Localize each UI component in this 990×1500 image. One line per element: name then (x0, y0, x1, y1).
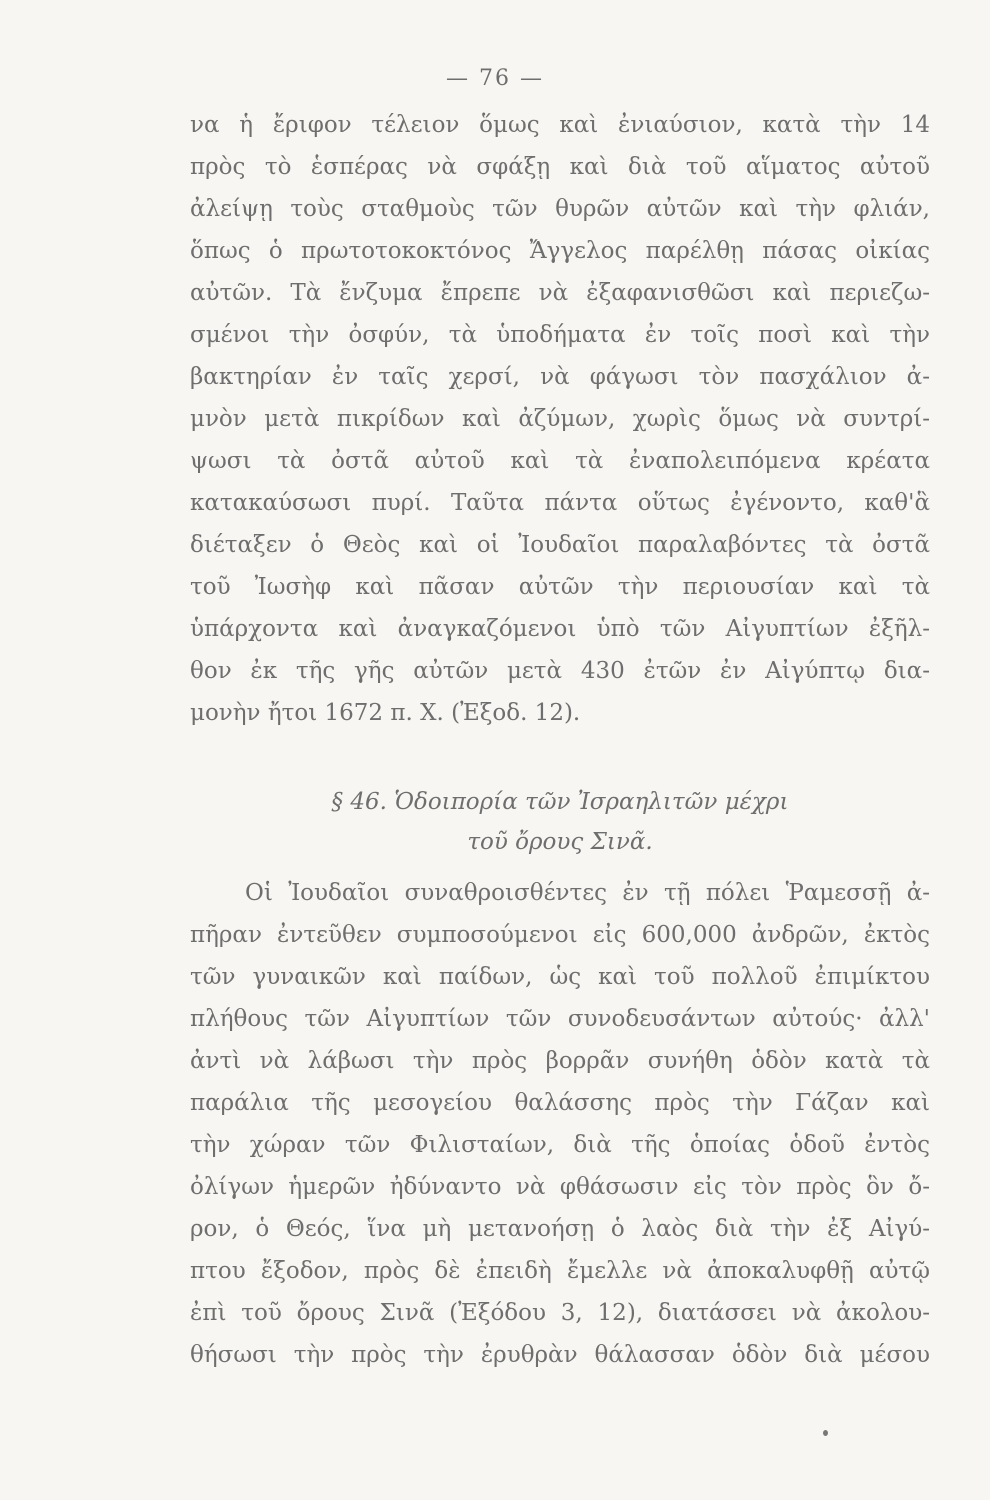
text-line: πτου ἔξοδον, πρὸς δὲ ἐπειδὴ ἔμελλε νὰ ἀποκαλυφθῇ αὐτῷ (190, 1258, 930, 1284)
text-line: θον ἐκ τῆς γῆς αὐτῶν μετὰ 430 ἐτῶν ἐν Αἰγύπτῳ δια- (190, 658, 930, 684)
text-line: ὅπως ὁ πρωτοτοκοκτόνος Ἄγγελος παρέλθῃ πάσας οἰκίας (190, 238, 930, 264)
text-line: κατακαύσωσι πυρί. Ταῦτα πάντα οὕτως ἐγένοντο, καθ'ἃ (190, 490, 930, 516)
text-line: παράλια τῆς μεσογείου θαλάσσης πρὸς τὴν Γάζαν καὶ (190, 1090, 930, 1116)
text-line: σμένοι τὴν ὀσφύν, τὰ ὑποδήματα ἐν τοῖς ποσὶ καὶ τὴν (190, 322, 930, 348)
text-line: διέταξεν ὁ Θεὸς καὶ οἱ Ἰουδαῖοι παραλαβόντες τὰ ὀστᾶ (190, 532, 930, 558)
section-heading-line: § 46. Ὁδοιπορία τῶν Ἰσραηλιτῶν μέχρι (331, 789, 789, 815)
text-line: ὀλίγων ἡμερῶν ἠδύναντο νὰ φθάσωσιν εἰς τὸν πρὸς ὃν ὄ- (190, 1174, 930, 1200)
section-heading (190, 782, 930, 862)
text-line: μονὴν ἤτοι 1672 π. Χ. (Ἐξοδ. 12). (190, 700, 581, 726)
text-line: βακτηρίαν ἐν ταῖς χερσί, νὰ φάγωσι τὸν πασχάλιον ἀ- (190, 364, 930, 390)
text-line: πῆραν ἐντεῦθεν συμποσούμενοι εἰς 600,000 ἀνδρῶν, ἐκτὸς (190, 922, 930, 948)
text-line: ὑπάρχοντα καὶ ἀναγκαζόμενοι ὑπὸ τῶν Αἰγυπτίων ἐξῆλ- (190, 616, 930, 642)
text-line: ἐπὶ τοῦ ὄρους Σινᾶ (Ἐξόδου 3, 12), διατάσσει νὰ ἀκολου- (190, 1300, 930, 1326)
text-line: τῶν γυναικῶν καὶ παίδων, ὡς καὶ τοῦ πολλοῦ ἐπιμίκτου (190, 964, 930, 990)
text-line: μνὸν μετὰ πικρίδων καὶ ἀζύμων, χωρὶς ὅμως νὰ συντρί- (190, 406, 930, 432)
text-line: πλήθους τῶν Αἰγυπτίων τῶν συνοδευσάντων αὐτούς· ἀλλ' (190, 1006, 930, 1032)
text-line: θήσωσι τὴν πρὸς τὴν ἐρυθρὰν θάλασσαν ὁδὸν διὰ μέσου (190, 1342, 930, 1368)
ink-speck (823, 1430, 828, 1436)
text-line: ψωσι τὰ ὀστᾶ αὐτοῦ καὶ τὰ ἐναπολειπόμενα κρέατα (190, 448, 930, 474)
page-number: — 76 — (446, 66, 544, 91)
text-line: ἀντὶ νὰ λάβωσι τὴν πρὸς βορρᾶν συνήθη ὁδὸν κατὰ τὰ (190, 1048, 930, 1074)
text-line: αὐτῶν. Τὰ ἔνζυμα ἔπρεπε νὰ ἐξαφανισθῶσι καὶ περιεζω- (190, 280, 930, 306)
text-line: τὴν χώραν τῶν Φιλισταίων, διὰ τῆς ὁποίας ὁδοῦ ἐντὸς (190, 1132, 930, 1158)
text-line: ρον, ὁ Θεός, ἵνα μὴ μετανοήσῃ ὁ λαὸς διὰ τὴν ἐξ Αἰγύ- (190, 1216, 930, 1242)
text-line: Οἱ Ἰουδαῖοι συναθροισθέντες ἐν τῇ πόλει Ῥαμεσσῇ ἀ- (245, 880, 930, 906)
text-line: να ἡ ἔριφον τέλειον ὅμως καὶ ἐνιαύσιον, κατὰ τὴν 14 (190, 112, 930, 138)
text-line: τοῦ Ἰωσὴφ καὶ πᾶσαν αὐτῶν τὴν περιουσίαν καὶ τὰ (190, 574, 930, 600)
text-line: πρὸς τὸ ἑσπέρας νὰ σφάξῃ καὶ διὰ τοῦ αἵματος αὐτοῦ (190, 154, 930, 180)
paragraph-1 (190, 104, 930, 734)
section-heading-line: τοῦ ὄρους Σινᾶ. (467, 829, 653, 855)
paragraph-2 (190, 872, 930, 1376)
text-line: ἀλείψῃ τοὺς σταθμοὺς τῶν θυρῶν αὐτῶν καὶ τὴν φλιάν, (190, 196, 930, 222)
